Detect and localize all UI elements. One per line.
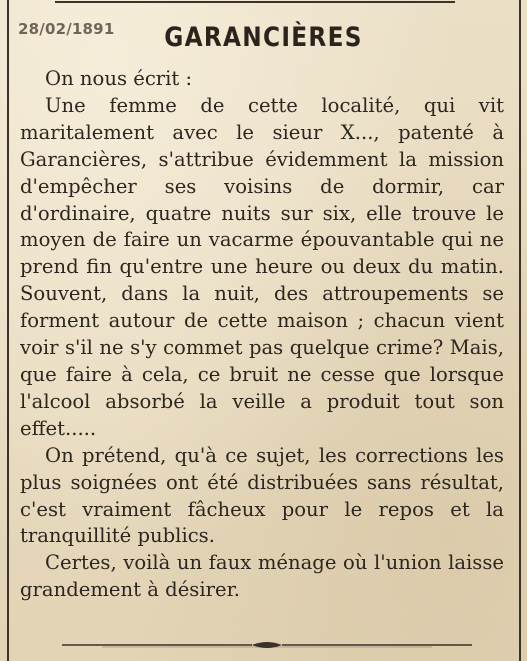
column-rule-left <box>7 0 9 661</box>
article-paragraph: Une femme de cette localité, qui vit maritalement avec le sieur X..., patenté à Garancières, s'attribue évidemment la mission d'empêcher ses voisins de dormir, car d'ordinaire, quatre nuits sur six, elle trouve le moyen de faire un vacarme épouvantable qui ne prend fin qu'entre une heure ou deux du matin. Souvent, dans la nuit, des attroupements se forment autour de cette maison ; chacun vient voir s'il ne s'y commet pas quelque crime? Mais, que faire à cela, ce bruit ne cesse que lorsque l'alcool absorbé la veille a produit tout son effet..... <box>20 93 504 440</box>
article-paragraph: On prétend, qu'à ce sujet, les corrections les plus soignées ont été distribuées sans résultat, c'est vraiment fâcheux pour le repos et la tranquillité publics. <box>20 443 504 548</box>
article-body <box>20 66 504 604</box>
bottom-divider-ornament <box>62 638 472 652</box>
top-divider-rule <box>55 0 455 6</box>
date-stamp: 28/02/1891 <box>18 20 115 38</box>
article-paragraph: Certes, voilà un faux ménage où l'union laisse grandement à désirer. <box>20 551 504 602</box>
article-paragraph: On nous écrit : <box>45 67 193 90</box>
column-rule-right <box>519 0 521 661</box>
article-headline: GARANCIÈRES <box>164 22 363 53</box>
